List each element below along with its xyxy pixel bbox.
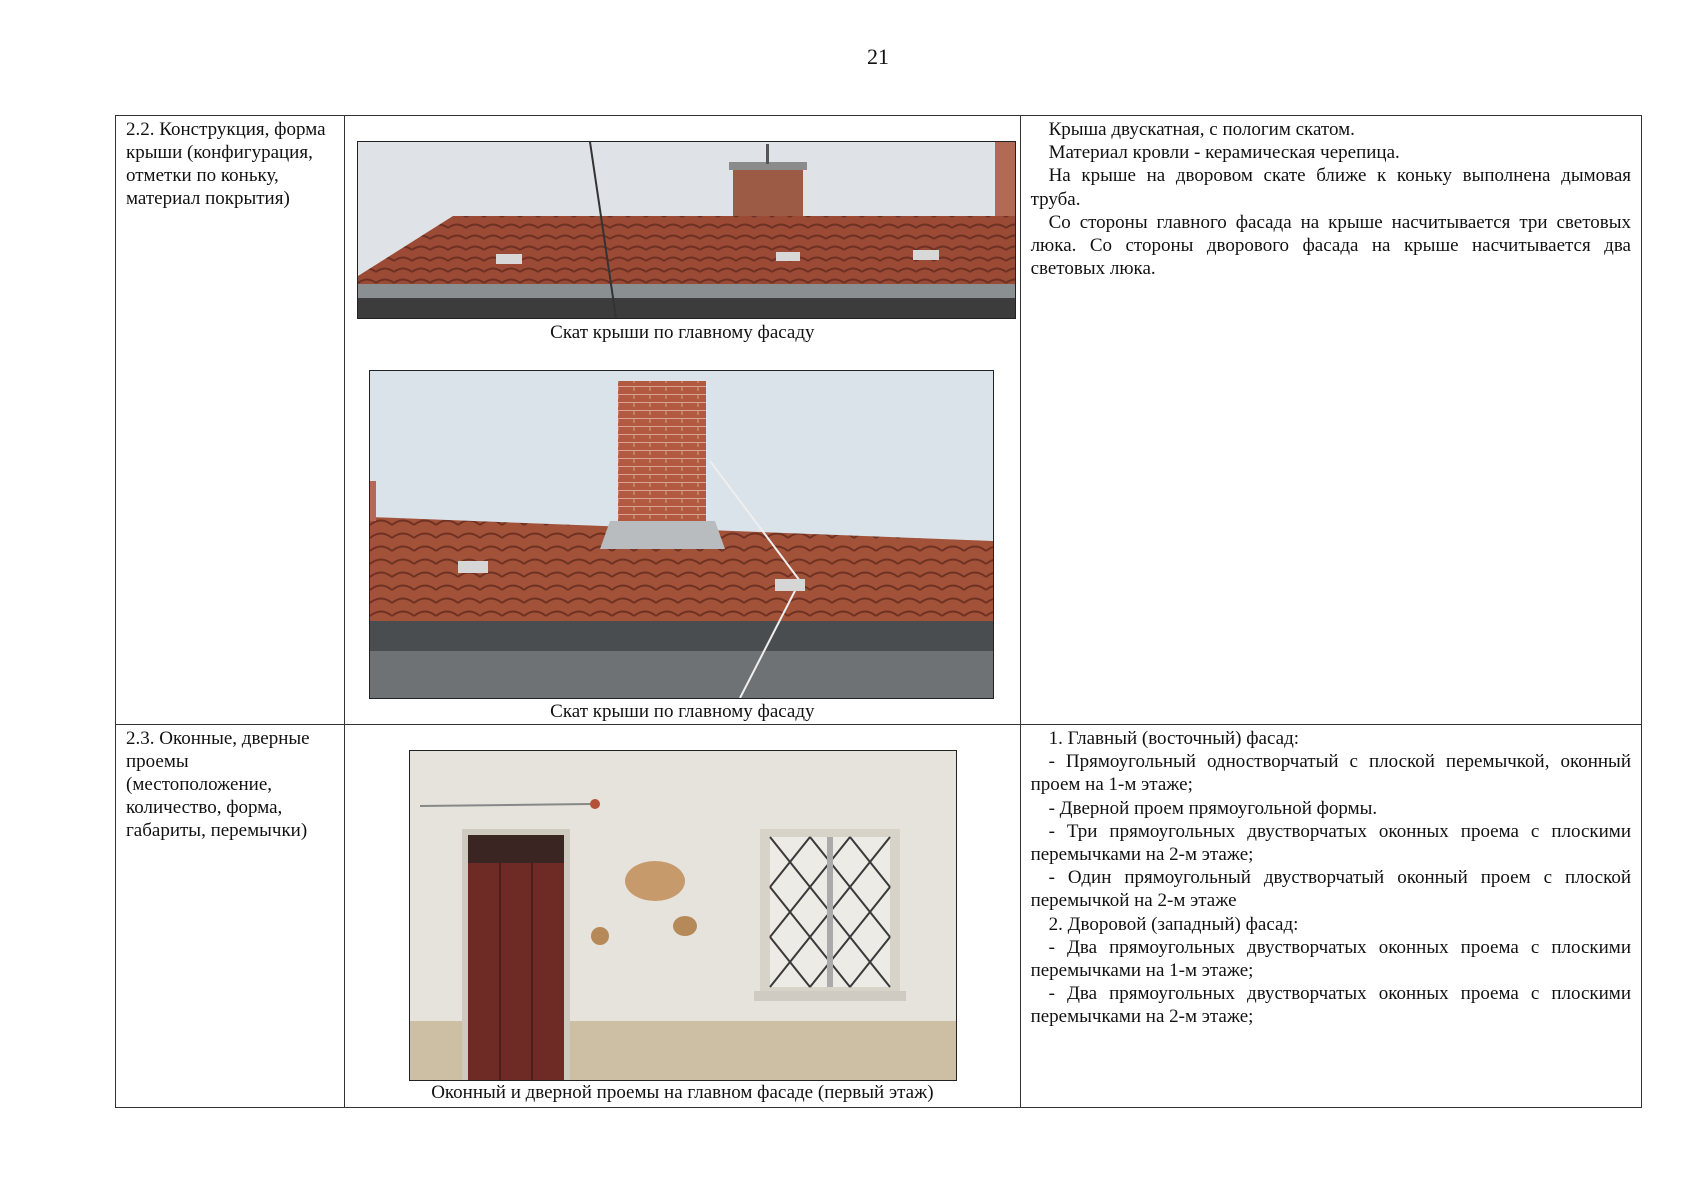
roof-photo-caption-2: Скат крыши по главному фасаду — [550, 701, 815, 722]
desc-paragraph: - Два прямоугольных двустворчатых оконных проема с плоскими перемычками на 2-м этаже; — [1030, 983, 1631, 1028]
desc-paragraph: - Три прямоугольных двустворчатых оконных проема с плоскими перемычками на 2-м этаже; — [1030, 820, 1631, 866]
desc-paragraph: На крыше на дворовом скате ближе к коньку выполнена дымовая труба. — [1030, 165, 1631, 210]
openings-description-cell — [1020, 725, 1641, 1108]
roof-description-cell — [1020, 116, 1641, 725]
openings-photos-cell — [345, 725, 1020, 1108]
desc-paragraph: 2. Дворовой (западный) фасад: — [1048, 913, 1299, 935]
desc-paragraph: Материал кровли - керамическая черепица. — [1048, 142, 1400, 164]
roof-description — [1021, 116, 1641, 280]
page-number: 21 — [867, 44, 889, 69]
desc-paragraph: - Два прямоугольных двустворчатых оконных проема с плоскими перемычками на 1-м этаже; — [1030, 936, 1631, 982]
roof-photo-main-facade — [357, 141, 1016, 319]
table-row-roof — [116, 116, 1642, 725]
table-row-openings — [116, 725, 1642, 1108]
desc-paragraph: - Один прямоугольный двустворчатый оконный проем с плоской перемычкой на 2-м этаже — [1030, 867, 1631, 912]
desc-paragraph: 1. Главный (восточный) фасад: — [1048, 728, 1300, 749]
desc-paragraph: - Прямоугольный одностворчатый с плоской перемычкой, оконный проем на 1-м этаже; — [1030, 751, 1631, 796]
roof-photos-cell — [345, 116, 1020, 725]
roof-label-cell — [116, 116, 345, 725]
openings-label-cell — [116, 725, 345, 1108]
desc-paragraph: Со стороны главного фасада на крыше насчитывается три световых люка. Со стороны дворового фасада на крыше насчитывается два световых люка. — [1030, 211, 1631, 280]
row-label: 2.3. Оконные, дверные проемы (местоположение, количество, форма, габариты, перемычки) — [126, 728, 310, 841]
roof-photo-caption-1: Скат крыши по главному фасаду — [550, 322, 815, 343]
facade-photo-door-window — [409, 750, 957, 1081]
openings-description — [1021, 725, 1641, 1029]
roof-photo-chimney — [369, 370, 994, 699]
row-label: 2.2. Конструкция, форма крыши (конфигурация, отметки по коньку, материал покрытия) — [126, 119, 326, 209]
desc-paragraph: - Дверной проем прямоугольной формы. — [1048, 797, 1378, 819]
survey-table — [115, 115, 1642, 1108]
facade-photo-caption: Оконный и дверной проемы на главном фасаде (первый этаж) — [431, 1082, 934, 1103]
desc-paragraph: Крыша двускатная, с пологим скатом. — [1048, 119, 1355, 140]
